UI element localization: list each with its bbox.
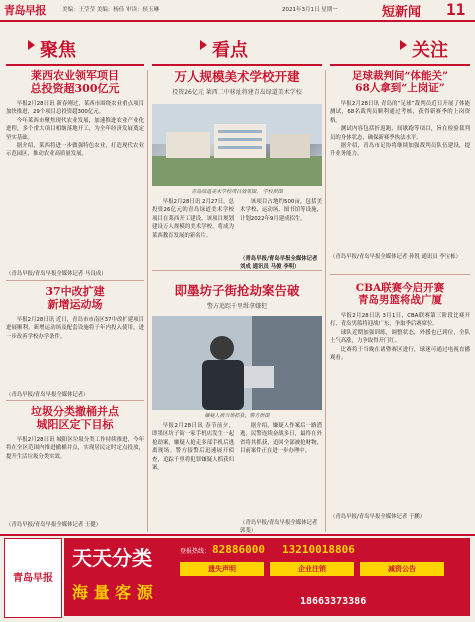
article-credit: （青岛早报/青岛早报全媒体记者 于鹏） (330, 514, 426, 520)
article-cba (330, 282, 470, 306)
column-head-right (330, 26, 470, 66)
newspaper-logo (4, 2, 48, 18)
ad-logo-text: 青岛早报 (13, 573, 53, 584)
article-referees (330, 70, 470, 94)
article-body-col2 (240, 198, 322, 254)
section-name: 短新闻 (382, 5, 422, 20)
article-credit: （青岛早报/青岛早报全媒体记者 郭斐） (240, 520, 318, 534)
paragraph: 据介绍，青岛市足协将继续加强裁判员队伍建设，提升业务能力。 (330, 142, 470, 158)
building-illustration (152, 104, 322, 186)
school-rendering-photo (152, 104, 322, 186)
arrow-icon (200, 40, 207, 50)
article-body (6, 436, 144, 516)
article-body (6, 100, 144, 260)
article-agri-projects (6, 70, 144, 95)
page-number: 11 (446, 0, 466, 19)
paragraph: 早报2月28日讯 新春刚过，莱西市围绕农业重点项目加快推进，29个项目总投资超300亿元。 (6, 101, 144, 116)
headline: 莱西农业领军项目 总投资超300亿元 (30, 69, 120, 95)
paragraph: 测试内容包括折返跑、间歇跑等项目，旨在检验裁判员的身体状态，确保新赛季执法水平。 (330, 126, 470, 141)
paragraph: 今年莱西市聚焦现代农业发展，加速推进农业产业化进程，多个重大项目相继落地开工，为全年经济发展奠定坚实基础。 (6, 117, 144, 141)
paragraph: 该项目占地约500亩，包括美术学校、运动场、图书馆等设施，计划2022年9月建成招生。 (240, 199, 322, 222)
article-divider (330, 274, 470, 275)
subheadline: 投资26亿元 莱西二中移址将建青岛绿道美术学校 (172, 89, 302, 97)
column-head-label: 聚焦 (40, 40, 76, 61)
headline: 足球裁判间“体能关” 68人拿到“上岗证” (351, 70, 449, 95)
column-head-label: 看点 (212, 40, 248, 61)
column-rule (147, 70, 148, 532)
ad-bottom-phone: 18663373386 (300, 596, 367, 607)
column-head-left (6, 26, 144, 66)
article-divider (6, 280, 144, 281)
paragraph: 据介绍，莱西将进一步做强特色农业，打造现代农业示范园区，推动农业高质量发展。 (6, 142, 144, 158)
article-divider (152, 270, 322, 271)
column-divider (6, 64, 144, 66)
article-body-col1 (152, 422, 234, 526)
headline: CBA联赛今启开赛 青岛男篮将战广厦 (355, 282, 445, 307)
paragraph: 早报2月28日讯 青岛的“足球”裁判员近日开展了体能测试，68名裁判员顺利通过考核，获得新赛季的上岗资格。 (330, 101, 470, 124)
ad-banner-title: 天天分类 (72, 546, 152, 570)
column-rule (325, 70, 326, 532)
column-head-label: 关注 (412, 40, 448, 61)
ad-tag-2: 企业注销 (270, 562, 354, 576)
arrow-icon (400, 40, 407, 50)
headline: 万人规模美术学校开建 (174, 69, 300, 84)
headline: 垃圾分类撤桶并点 城阳区定下目标 (31, 405, 119, 431)
paragraph: 早报2月28日讯 3月1日，CBA联赛第三阶段比赛开打，青岛男篮将迎战广东，争取季后赛席位。 (330, 313, 470, 328)
issue-date: 2021年3月1日 星期一 (282, 7, 338, 13)
paragraph: 早报2月28日讯 近日，青岛市市南区37中改扩建项目进展顺利，新增运动场及配套设施将于年内投入使用，进一步改善学校办学条件。 (6, 317, 144, 340)
paragraph: 球队近期加强训练，调整状态，外援也已到位，全队士气高涨，力争取得开门红。 (330, 329, 470, 345)
article-school-expansion (6, 286, 144, 311)
article-body-col2 (240, 422, 322, 518)
article-credit: （青岛早报/青岛早报全媒体记者 孙锐 通讯员 李宝栋） (330, 254, 461, 260)
paragraph: 比赛将于当晚在诸暨赛区进行，球迷可通过电视直播观看。 (330, 346, 470, 361)
photo-caption: 青岛绿道美术学校项目效果图。 学校供图 (191, 189, 283, 195)
paragraph: 早报2月28日讯 2月27日，总投资26亿元的青岛绿道美术学校项目在莱西开工建设。该项目规划建设万人规模的美术学校，将成为莱西教育发展的新名片。 (152, 199, 234, 239)
ad-phone-1: 82886000 (212, 543, 265, 556)
article-art-school (152, 70, 322, 96)
paragraph: 早报2月28日讯 城阳区垃圾分类工作持续推进，今年将在全区范围内推进撤桶并点，实现居民定时定点投放，提升生活垃圾分类实效。 (6, 437, 144, 460)
column-divider (330, 64, 470, 66)
article-garbage-sorting (6, 406, 144, 431)
article-divider (6, 400, 144, 401)
article-body (6, 316, 144, 382)
subheadline: 警方追踪千里缉拿嫌犯 (206, 303, 267, 311)
scene-illustration (152, 316, 322, 410)
editor-info: 美编：王莹莹 美编：杨佳 审读：侯玉琳 (62, 7, 159, 13)
article-body-col1 (152, 198, 234, 262)
article-credit: （青岛早报/青岛早报全媒体记者 王健） (6, 522, 102, 528)
ad-tag-3: 减资公告 (360, 562, 444, 576)
ad-tag-1: 遗失声明 (180, 562, 264, 576)
article-robbery (152, 284, 322, 310)
article-body (330, 312, 470, 508)
headline: 37中改扩建 新增运动场 (45, 285, 105, 311)
ad-phone-2: 13210018806 (282, 543, 355, 556)
ad-hotline-label: 登报热线： (180, 548, 211, 555)
article-credit: （青岛早报/青岛早报全媒体记者） (6, 392, 89, 398)
article-credit: （青岛早报/青岛早报全媒体记者 刘成 通讯员 马俊 李明） (240, 256, 318, 270)
article-body (330, 100, 470, 250)
article-credit: （青岛早报/青岛早报全媒体记者 马良成） (6, 271, 107, 277)
photo-caption: 嫌疑人被当场抓获，警方供图 (204, 413, 270, 419)
column-divider (152, 64, 322, 66)
paragraph: 早报2月28日讯 春节前夕，即墨区坊子街一家手机店发生一起抢劫案，嫌疑人抢走多部手机后逃离现场。警方接警后迅速展开侦查，追踪千里将犯罪嫌疑人抓获归案。 (152, 423, 234, 471)
paragraph: 据介绍，嫌疑人作案后一路潜逃，民警连续奋战多日，最终在外省将其抓获，追回全部被抢财物，目前案件正在进一步办理中。 (240, 423, 322, 455)
ad-logo-box (4, 538, 62, 618)
column-head-middle (152, 26, 322, 66)
logo-text: 青岛早报 (4, 4, 46, 17)
arrow-icon (28, 40, 35, 50)
headline: 即墨坊子街抢劫案告破 (174, 283, 300, 298)
ad-row-title: 海 量 客 源 (72, 583, 153, 602)
arrest-photo (152, 316, 322, 410)
